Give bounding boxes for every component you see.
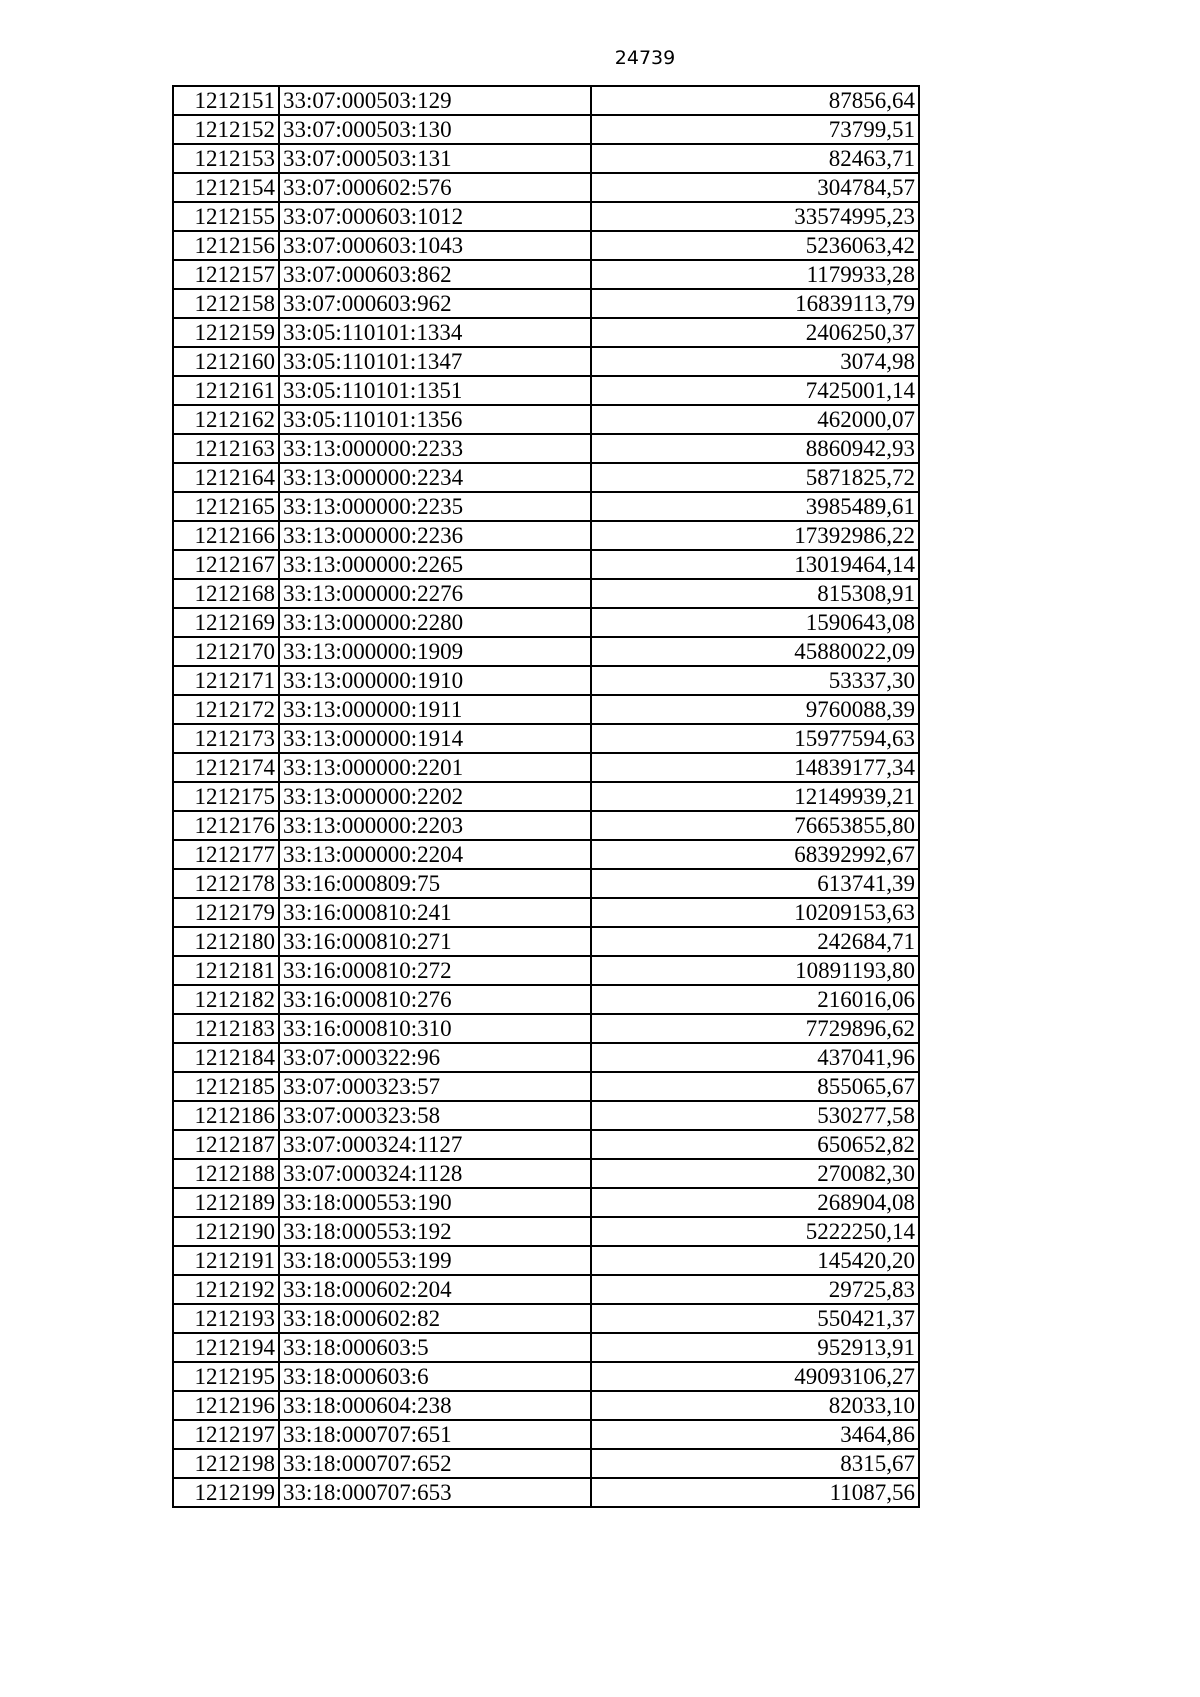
cadastral-number-cell: 33:18:000603:5 [279,1333,591,1362]
value-cell: 815308,91 [591,579,919,608]
row-id-cell: 1212173 [173,724,279,753]
row-id-cell: 1212194 [173,1333,279,1362]
row-id-cell: 1212188 [173,1159,279,1188]
value-cell: 2406250,37 [591,318,919,347]
value-cell: 270082,30 [591,1159,919,1188]
cadastral-number-cell: 33:18:000604:238 [279,1391,591,1420]
row-id-cell: 1212175 [173,782,279,811]
table-row [173,782,919,811]
value-cell: 1179933,28 [591,260,919,289]
row-id-cell: 1212158 [173,289,279,318]
table-row [173,1246,919,1275]
cadastral-number-cell: 33:07:000602:576 [279,173,591,202]
table-row [173,202,919,231]
row-id-cell: 1212185 [173,1072,279,1101]
value-cell: 268904,08 [591,1188,919,1217]
row-id-cell: 1212183 [173,1014,279,1043]
row-id-cell: 1212154 [173,173,279,202]
cadastral-number-cell: 33:07:000323:58 [279,1101,591,1130]
row-id-cell: 1212189 [173,1188,279,1217]
row-id-cell: 1212191 [173,1246,279,1275]
row-id-cell: 1212186 [173,1101,279,1130]
table-row [173,1217,919,1246]
table-row [173,637,919,666]
table-row [173,956,919,985]
cadastral-number-cell: 33:16:000810:276 [279,985,591,1014]
table-row [173,173,919,202]
row-id-cell: 1212187 [173,1130,279,1159]
value-cell: 49093106,27 [591,1362,919,1391]
cadastral-number-cell: 33:13:000000:2235 [279,492,591,521]
table-row [173,289,919,318]
row-id-cell: 1212195 [173,1362,279,1391]
table-row [173,347,919,376]
value-cell: 145420,20 [591,1246,919,1275]
table-row [173,753,919,782]
value-cell: 15977594,63 [591,724,919,753]
cadastral-number-cell: 33:13:000000:2202 [279,782,591,811]
value-cell: 12149939,21 [591,782,919,811]
value-cell: 8860942,93 [591,434,919,463]
value-cell: 1590643,08 [591,608,919,637]
value-cell: 68392992,67 [591,840,919,869]
table-row [173,1043,919,1072]
cadastral-number-cell: 33:18:000602:204 [279,1275,591,1304]
cadastral-number-cell: 33:07:000503:131 [279,144,591,173]
table-row [173,144,919,173]
value-cell: 5871825,72 [591,463,919,492]
value-cell: 855065,67 [591,1072,919,1101]
row-id-cell: 1212161 [173,376,279,405]
table-row [173,666,919,695]
row-id-cell: 1212159 [173,318,279,347]
cadastral-number-cell: 33:13:000000:1914 [279,724,591,753]
cadastral-number-cell: 33:07:000323:57 [279,1072,591,1101]
row-id-cell: 1212193 [173,1304,279,1333]
cadastral-number-cell: 33:16:000810:271 [279,927,591,956]
value-cell: 10891193,80 [591,956,919,985]
table-row [173,1188,919,1217]
value-cell: 5236063,42 [591,231,919,260]
value-cell: 7729896,62 [591,1014,919,1043]
cadastral-number-cell: 33:13:000000:2236 [279,521,591,550]
table-row [173,695,919,724]
row-id-cell: 1212164 [173,463,279,492]
row-id-cell: 1212166 [173,521,279,550]
table-row [173,1391,919,1420]
value-cell: 650652,82 [591,1130,919,1159]
row-id-cell: 1212179 [173,898,279,927]
cadastral-number-cell: 33:07:000324:1127 [279,1130,591,1159]
table-row [173,579,919,608]
cadastral-number-cell: 33:16:000809:75 [279,869,591,898]
row-id-cell: 1212180 [173,927,279,956]
cadastral-number-cell: 33:13:000000:1911 [279,695,591,724]
table-row [173,1449,919,1478]
cadastral-number-cell: 33:18:000553:190 [279,1188,591,1217]
table-row [173,550,919,579]
table-row [173,492,919,521]
cadastral-number-cell: 33:18:000707:653 [279,1478,591,1507]
row-id-cell: 1212177 [173,840,279,869]
value-cell: 242684,71 [591,927,919,956]
cadastral-number-cell: 33:18:000602:82 [279,1304,591,1333]
cadastral-number-cell: 33:16:000810:272 [279,956,591,985]
cadastral-number-cell: 33:07:000503:130 [279,115,591,144]
cadastral-number-cell: 33:13:000000:2233 [279,434,591,463]
row-id-cell: 1212157 [173,260,279,289]
table-row [173,1333,919,1362]
row-id-cell: 1212198 [173,1449,279,1478]
cadastral-number-cell: 33:18:000707:651 [279,1420,591,1449]
value-cell: 9760088,39 [591,695,919,724]
row-id-cell: 1212178 [173,869,279,898]
row-id-cell: 1212182 [173,985,279,1014]
value-cell: 14839177,34 [591,753,919,782]
value-cell: 82463,71 [591,144,919,173]
table-row [173,869,919,898]
table-row [173,115,919,144]
value-cell: 550421,37 [591,1304,919,1333]
value-cell: 5222250,14 [591,1217,919,1246]
table-row [173,231,919,260]
table-row [173,840,919,869]
row-id-cell: 1212197 [173,1420,279,1449]
table-row [173,376,919,405]
row-id-cell: 1212192 [173,1275,279,1304]
value-cell: 8315,67 [591,1449,919,1478]
cadastral-number-cell: 33:16:000810:310 [279,1014,591,1043]
table-row [173,1275,919,1304]
row-id-cell: 1212163 [173,434,279,463]
cadastral-number-cell: 33:07:000324:1128 [279,1159,591,1188]
row-id-cell: 1212176 [173,811,279,840]
cadastral-number-cell: 33:13:000000:2234 [279,463,591,492]
table-row [173,86,919,115]
cadastral-number-cell: 33:07:000603:962 [279,289,591,318]
row-id-cell: 1212156 [173,231,279,260]
row-id-cell: 1212169 [173,608,279,637]
page-number: 24739 [614,47,676,69]
cadastral-number-cell: 33:18:000553:199 [279,1246,591,1275]
cadastral-number-cell: 33:13:000000:1910 [279,666,591,695]
value-cell: 16839113,79 [591,289,919,318]
table-row [173,1101,919,1130]
table-row [173,463,919,492]
row-id-cell: 1212152 [173,115,279,144]
table-row [173,724,919,753]
cadastral-number-cell: 33:16:000810:241 [279,898,591,927]
value-cell: 3985489,61 [591,492,919,521]
value-cell: 462000,07 [591,405,919,434]
table-body [173,86,919,1507]
row-id-cell: 1212171 [173,666,279,695]
row-id-cell: 1212199 [173,1478,279,1507]
table-row [173,318,919,347]
value-cell: 13019464,14 [591,550,919,579]
row-id-cell: 1212196 [173,1391,279,1420]
cadastral-number-cell: 33:05:110101:1334 [279,318,591,347]
table-row [173,927,919,956]
table-row [173,898,919,927]
cadastral-number-cell: 33:18:000603:6 [279,1362,591,1391]
cadastral-number-cell: 33:18:000707:652 [279,1449,591,1478]
row-id-cell: 1212153 [173,144,279,173]
cadastral-number-cell: 33:13:000000:2280 [279,608,591,637]
table-row [173,1159,919,1188]
cadastral-number-cell: 33:07:000322:96 [279,1043,591,1072]
table-row [173,521,919,550]
cadastral-number-cell: 33:05:110101:1356 [279,405,591,434]
table-row [173,1420,919,1449]
value-cell: 530277,58 [591,1101,919,1130]
cadastral-number-cell: 33:05:110101:1351 [279,376,591,405]
row-id-cell: 1212160 [173,347,279,376]
cadastral-number-cell: 33:13:000000:1909 [279,637,591,666]
row-id-cell: 1212190 [173,1217,279,1246]
value-cell: 73799,51 [591,115,919,144]
table-row [173,1014,919,1043]
value-cell: 17392986,22 [591,521,919,550]
cadastral-number-cell: 33:07:000603:1012 [279,202,591,231]
row-id-cell: 1212168 [173,579,279,608]
row-id-cell: 1212151 [173,86,279,115]
value-cell: 45880022,09 [591,637,919,666]
table-row [173,1072,919,1101]
value-cell: 29725,83 [591,1275,919,1304]
row-id-cell: 1212167 [173,550,279,579]
row-id-cell: 1212170 [173,637,279,666]
value-cell: 10209153,63 [591,898,919,927]
cadastral-number-cell: 33:13:000000:2265 [279,550,591,579]
table-row [173,434,919,463]
row-id-cell: 1212162 [173,405,279,434]
value-cell: 53337,30 [591,666,919,695]
cadastral-number-cell: 33:07:000503:129 [279,86,591,115]
table-row [173,1304,919,1333]
cadastral-number-cell: 33:13:000000:2203 [279,811,591,840]
value-cell: 613741,39 [591,869,919,898]
table-row [173,1362,919,1391]
row-id-cell: 1212174 [173,753,279,782]
value-cell: 7425001,14 [591,376,919,405]
row-id-cell: 1212181 [173,956,279,985]
value-cell: 216016,06 [591,985,919,1014]
table-row [173,811,919,840]
value-cell: 437041,96 [591,1043,919,1072]
row-id-cell: 1212184 [173,1043,279,1072]
value-cell: 11087,56 [591,1478,919,1507]
value-cell: 304784,57 [591,173,919,202]
table-row [173,405,919,434]
cadastral-number-cell: 33:07:000603:862 [279,260,591,289]
table-row [173,1478,919,1507]
value-cell: 3074,98 [591,347,919,376]
cadastral-number-cell: 33:18:000553:192 [279,1217,591,1246]
value-cell: 33574995,23 [591,202,919,231]
cadastral-number-cell: 33:13:000000:2276 [279,579,591,608]
value-cell: 952913,91 [591,1333,919,1362]
table-row [173,260,919,289]
cadastral-value-table [172,85,920,1508]
cadastral-number-cell: 33:13:000000:2201 [279,753,591,782]
row-id-cell: 1212172 [173,695,279,724]
cadastral-number-cell: 33:07:000603:1043 [279,231,591,260]
value-cell: 76653855,80 [591,811,919,840]
cadastral-number-cell: 33:13:000000:2204 [279,840,591,869]
value-cell: 3464,86 [591,1420,919,1449]
table-row [173,985,919,1014]
row-id-cell: 1212165 [173,492,279,521]
row-id-cell: 1212155 [173,202,279,231]
table-row [173,1130,919,1159]
value-cell: 82033,10 [591,1391,919,1420]
table-row [173,608,919,637]
cadastral-number-cell: 33:05:110101:1347 [279,347,591,376]
value-cell: 87856,64 [591,86,919,115]
